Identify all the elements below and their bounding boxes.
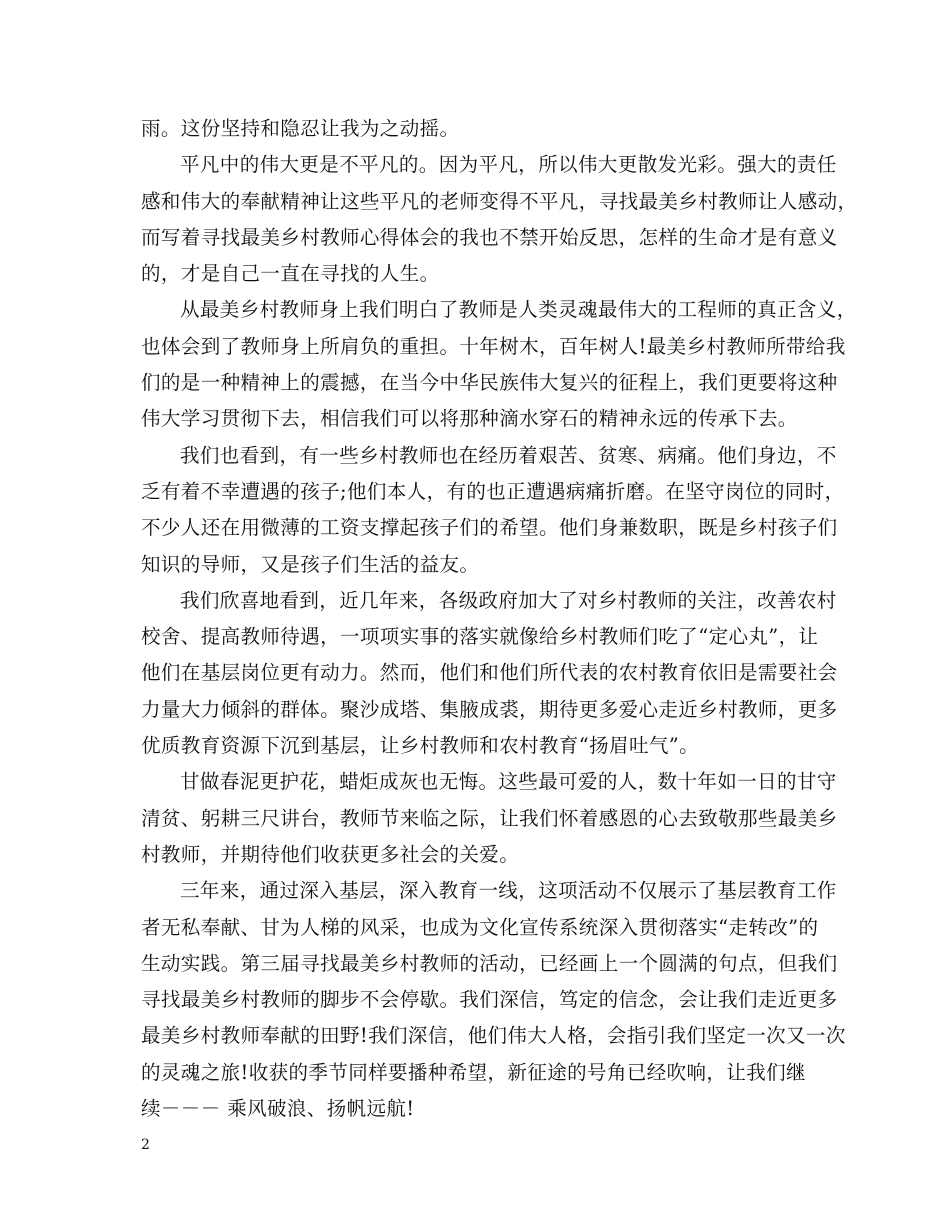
text-line: 的灵魂之旅!收获的季节同样要播种希望，新征途的号角已经吹响，让我们继 [141, 1060, 806, 1084]
text-line: 生动实践。第三届寻找最美乡村教师的活动，已经画上一个圆满的句点，但我们 [141, 951, 838, 975]
text-line: 我们欣喜地看到，近几年来，各级政府加大了对乡村教师的关注，改善农村 [180, 588, 837, 612]
text-line: 村教师，并期待他们收获更多社会的关爱。 [141, 842, 520, 866]
text-line: 伟大学习贯彻下去，相信我们可以将那种滴水穿石的精神永远的传承下去。 [141, 407, 798, 431]
text-line: 的，才是自己一直在寻找的人生。 [141, 262, 440, 286]
text-line: 甘做春泥更护花，蜡炬成灰也无悔。这些最可爱的人，数十年如一日的甘守 [180, 770, 837, 794]
text-line: 者无私奉献、甘为人梯的风采，也成为文化宣传系统深入贯彻落实“走转改”的 [141, 915, 819, 939]
text-line: 寻找最美乡村教师的脚步不会停歇。我们深信，笃定的信念，会让我们走近更多 [141, 988, 838, 1012]
text-line: 也体会到了教师身上所肩负的重担。十年树木，百年树人!最美乡村教师所带给我 [141, 334, 846, 358]
page-number: 2 [141, 1137, 150, 1153]
text-line: 平凡中的伟大更是不平凡的。因为平凡，所以伟大更散发光彩。强大的责任 [180, 153, 837, 177]
text-line: 而写着寻找最美乡村教师心得体会的我也不禁开始反思，怎样的生命才是有意义 [141, 225, 838, 249]
text-line: 乏有着不幸遭遇的孩子;他们本人，有的也正遭遇病痛折磨。在坚守岗位的同时， [141, 479, 845, 503]
text-line: 清贫、躬耕三尺讲台，教师节来临之际，让我们怀着感恩的心去致敬那些最美乡 [141, 806, 838, 830]
text-line: 三年来，通过深入基层，深入教育一线，这项活动不仅展示了基层教育工作 [180, 879, 837, 903]
text-line: 校舍、提高教师待遇，一项项实事的落实就像给乡村教师们吃了“定心丸”，让 [141, 625, 819, 649]
text-line: 力量大力倾斜的群体。聚沙成塔、集腋成裘，期待更多爱心走近乡村教师，更多 [141, 697, 838, 721]
text-line: 他们在基层岗位更有动力。然而，他们和他们所代表的农村教育依旧是需要社会 [141, 661, 838, 685]
text-line: 优质教育资源下沉到基层，让乡村教师和农村教育“扬眉吐气”。 [141, 734, 700, 758]
text-line: 感和伟大的奉献精神让这些平凡的老师变得不平凡，寻找最美乡村教师让人感动， [141, 189, 858, 213]
text-line: 不少人还在用微薄的工资支撑起孩子们的希望。他们身兼数职，既是乡村孩子们 [141, 516, 838, 540]
text-line: 雨。这份坚持和隐忍让我为之动摇。 [141, 117, 460, 140]
text-line: 们的是一种精神上的震撼，在当今中华民族伟大复兴的征程上，我们更要将这种 [141, 371, 838, 395]
text-line: 续－－－ 乘风破浪、扬帆远航! [141, 1097, 415, 1121]
text-line: 知识的导师，又是孩子们生活的益友。 [141, 552, 480, 576]
body-text [141, 111, 858, 1127]
text-line: 最美乡村教师奉献的田野!我们深信，他们伟大人格，会指引我们坚定一次又一次 [141, 1024, 846, 1048]
text-line: 我们也看到，有一些乡村教师也在经历着艰苦、贫寒、病痛。他们身边，不 [180, 443, 837, 467]
text-line: 从最美乡村教师身上我们明白了教师是人类灵魂最伟大的工程师的真正含义， [180, 298, 857, 322]
